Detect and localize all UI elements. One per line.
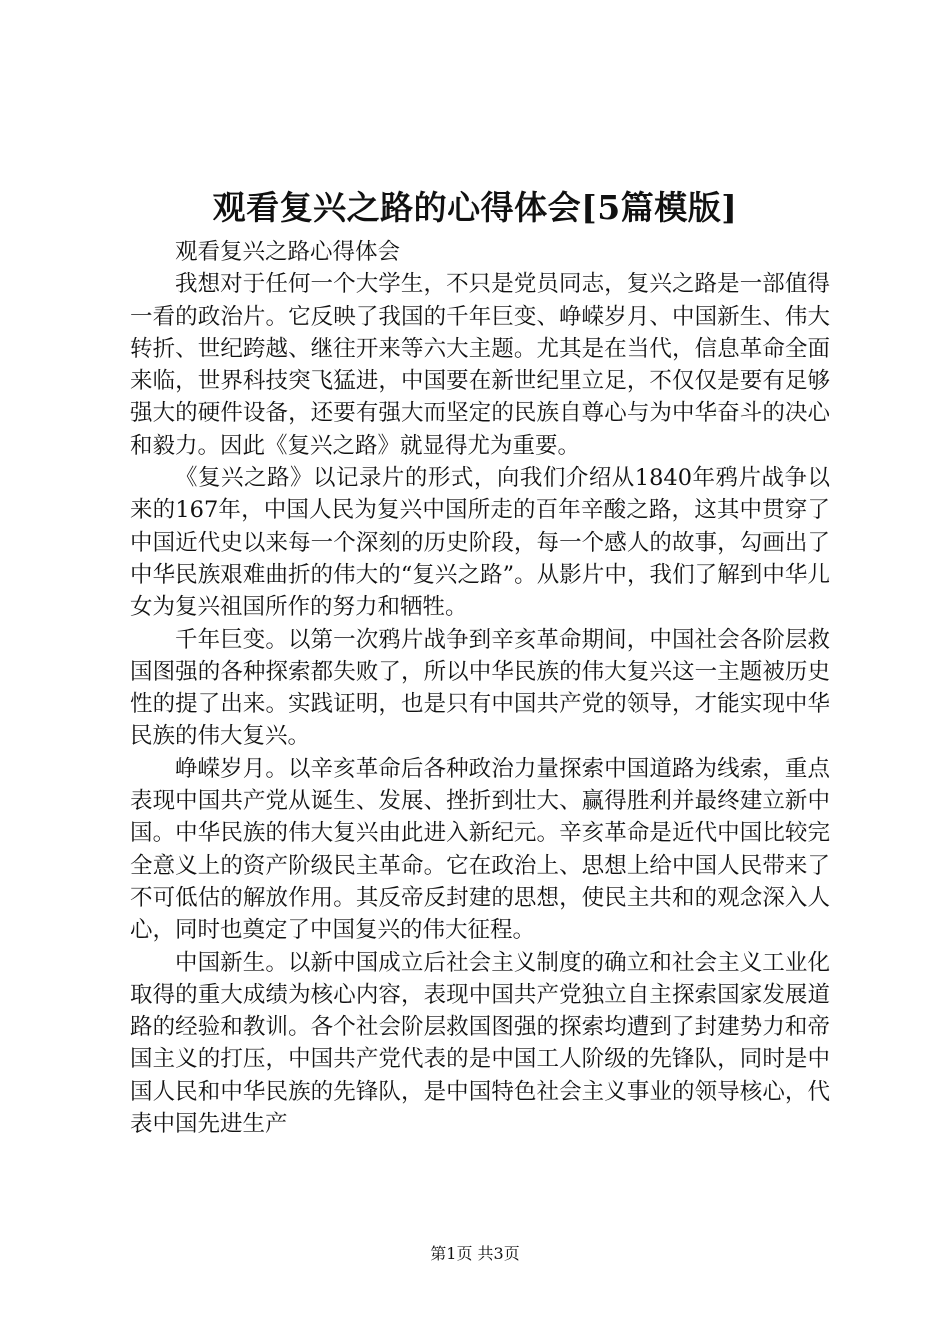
page-footer: 第1页 共3页 xyxy=(430,1244,520,1263)
document-subtitle: 观看复兴之路心得体会 xyxy=(175,239,401,265)
paragraph-new-china: 中国新生。以新中国成立后社会主义制度的确立和社会主义工业化取得的重大成绩为核心内容，表现中国共产党独立自主探索国家发展道路的经验和教训。各个社会阶层救国图强的探索均遭到了封建势力和帝国主义的打压，中国共产党代表的是中国工人阶级的先锋队，同时是中国人民和中华民族的先锋队，是中国特色社会主义事业的领导核心，代表中国先进生产 xyxy=(130,949,830,1138)
document-title: 观看复兴之路的心得体会[5篇模版] xyxy=(212,188,738,227)
paragraph-eventful-years: 峥嵘岁月。以辛亥革命后各种政治力量探索中国道路为线索，重点表现中国共产党从诞生、发展、挫折到壮大、赢得胜利并最终建立新中国。中华民族的伟大复兴由此进入新纪元。辛亥革命是近代中国比较完全意义上的资产阶级民主革命。它在政治上、思想上给中国人民带来了不可低估的解放作用。其反帝反封建的思想，使民主共和的观念深入人心，同时也奠定了中国复兴的伟大征程。 xyxy=(130,755,830,944)
paragraph-millennium-change: 千年巨变。以第一次鸦片战争到辛亥革命期间，中国社会各阶层救国图强的各种探索都失败了，所以中华民族的伟大复兴这一主题被历史性的提了出来。实践证明，也是只有中国共产党的领导，才能实现中华民族的伟大复兴。 xyxy=(130,626,830,750)
paragraph-documentary: 《复兴之路》以记录片的形式，向我们介绍从1840年鸦片战争以来的167年，中国人民为复兴中国所走的百年辛酸之路，这其中贯穿了中国近代史以来每一个深刻的历史阶段，每一个感人的故事，勾画出了中华民族艰难曲折的伟大的“复兴之路”。从影片中，我们了解到中华儿女为复兴祖国所作的努力和牺牲。 xyxy=(130,465,830,621)
paragraph-intro: 我想对于任何一个大学生，不只是党员同志，复兴之路是一部值得一看的政治片。它反映了我国的千年巨变、峥嵘岁月、中国新生、伟大转折、世纪跨越、继往开来等六大主题。尤其是在当代，信息革命全面来临，世界科技突飞猛进，中国要在新世纪里立足，不仅仅是要有足够强大的硬件设备，还要有强大而坚定的民族自尊心与为中华奋斗的决心和毅力。因此《复兴之路》就显得尤为重要。 xyxy=(130,271,830,459)
document-body xyxy=(130,236,830,1140)
